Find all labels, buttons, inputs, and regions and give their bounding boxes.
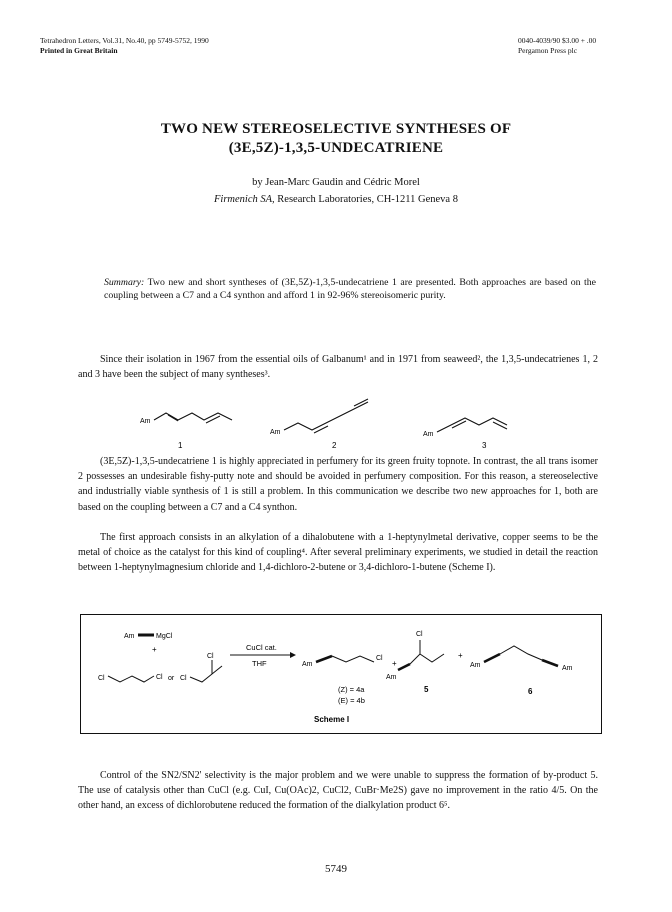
structure-3-label: 3 [482,441,487,450]
scheme-cl-3: Cl [180,675,187,682]
scheme-product6-alkyne-left [484,654,500,662]
scheme-product4-cl: Cl [376,655,383,662]
structure-2-double-bond [314,426,328,433]
scheme-cl-1: Cl [98,675,105,682]
affiliation-address: Research Laboratories, CH-1211 Geneva 8 [277,194,458,205]
scheme-product5-am: Am [386,674,397,681]
scheme-am-reagent: Am [124,633,135,640]
paragraph-3: The first approach consists in an alkylation of a dihalobutene with a 1-heptynylmetal derivative, copper seems to be the metal of choice as the catalyst for this kind of coupling⁴. After several preliminary experiments, we studied in detail the reaction between 1-heptynylmagnesium chloride and 1,4-dichloro-2-butene or 3,4-dichloro-1-butene (Scheme I). [78,532,598,574]
scheme-or: or [168,675,175,682]
journal-citation: Tetrahedron Letters, Vol.31, No.40, pp 5749-5752, 1990 [40,36,209,45]
intro-paragraph: Since their isolation in 1967 from the essential oils of Galbanum¹ and in 1971 from seaweed², the 1,3,5-undecatrienes 1, 2 and 3 have been the subject of many syntheses³. [78,354,598,381]
scheme-cl-2: Cl [156,674,163,681]
scheme-product6-am-right: Am [562,665,573,672]
scheme-caption: Scheme I [314,715,350,724]
scheme-product4-am: Am [302,661,313,668]
printed-in: Printed in Great Britain [40,46,118,55]
affiliation-company: Firmenich SA, [214,194,275,205]
scheme-product6-alkyne-right [542,660,558,666]
scheme-arrow-head [290,652,296,658]
affiliation [0,193,672,207]
scheme-plus-1: + [152,645,157,654]
title-line-1: TWO NEW STEREOSELECTIVE SYNTHESES OF [160,121,512,137]
scheme-product5-cl: Cl [416,631,423,638]
scheme-plus-3: + [458,651,463,660]
summary-label: Summary: [104,277,145,288]
scheme-product4-chain [332,656,374,662]
scheme-product4b: (E) = 4b [338,696,365,705]
structure-1-chain [154,413,232,420]
scheme-label-6: 6 [528,687,533,696]
structure-1-double-bond [206,416,220,423]
scheme-figure [80,614,600,732]
scheme-34-dichlorobutene [190,666,222,682]
structure-3-am: Am [423,431,434,438]
scheme-product5-bond [410,654,420,664]
structure-3-chain [437,418,507,432]
scheme-label-5: 5 [424,685,429,694]
scheme-product5-chain [420,640,444,662]
structure-1-am: Am [140,418,151,425]
price-code: 0040-4039/90 $3.00 + .00 [518,36,597,45]
authors: by Jean-Marc Gaudin and Cédric Morel [252,177,420,188]
scheme-product6-am-left: Am [470,662,481,669]
paragraph-2: (3E,5Z)-1,3,5-undecatriene 1 is highly appreciated in perfumery for its green fruity topnote. In contrast, the all trans isomer 2 possesses an undesirable fishy-putty note and should be avoided in perfumery composition. For this reason, a stereoselective and industrially viable synthesis of 1 is still a problem. In this communication we describe two new approaches for 1, both are based on the coupling between a C7 and a C4 synthon. [78,456,598,513]
title-line-2: (3E,5Z)-1,3,5-UNDECATRIENE [228,140,444,156]
structure-3-double-bond [452,421,466,428]
scheme-product6-chain [500,646,542,660]
scheme-cucl: CuCl cat. [246,643,277,652]
structure-1-double-bond [168,415,178,421]
structure-2-label: 2 [332,441,337,450]
scheme-cl-4: Cl [207,653,214,660]
scheme-plus-2: + [392,659,397,668]
publisher: Pergamon Press plc [518,46,578,55]
structure-1-label: 1 [178,441,183,450]
scheme-thf: THF [252,659,267,668]
page-number: 5749 [325,863,347,875]
scheme-14-dichlorobutene [108,676,154,682]
structure-2-chain [284,402,368,430]
structures-figure [130,396,530,450]
scheme-product4a: (Z) = 4a [338,685,365,694]
scheme-product5-alkyne [398,664,410,670]
summary-text: Two new and short syntheses of (3E,5Z)-1,3,5-undecatriene 1 are presented. Both approaches are based on the coupling between a C7 and a C4 synthon and afford 1 in 92-96% stereoisomeric purity. [104,277,596,301]
summary [104,276,596,302]
structure-2-am: Am [270,429,281,436]
structure-3-double-bond [493,422,507,429]
scheme-mgcl: MgCl [156,633,173,640]
paragraph-4: Control of the SN2/SN2' selectivity is the major problem and we were unable to suppress the formation of by-product 5. The use of catalysis other than CuCl (e.g. CuI, Cu(OAc)2, CuCl2, CuBr·Me2S) gave no improvement in the ratio 4/5. On the other hand, an excess of dichlorobutene reduced the formation of the dialkylation product 6⁵. [78,770,598,812]
scheme-product4-alkyne [316,656,332,662]
